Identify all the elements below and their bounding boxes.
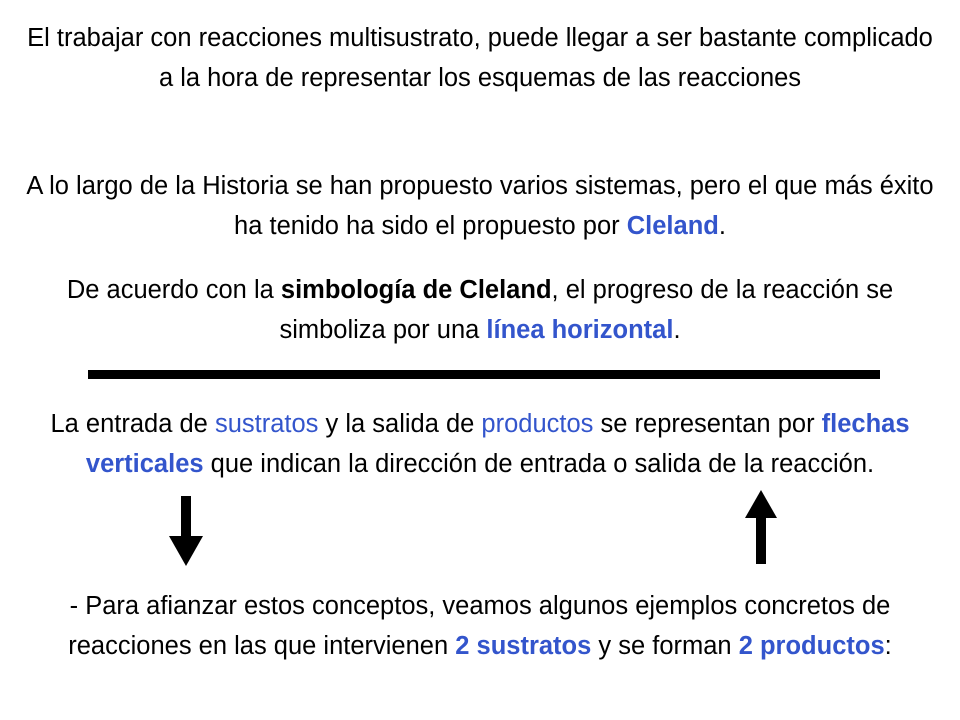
examples-paragraph: - Para afianzar estos conceptos, veamos algunos ejemplos concretos de reacciones en las que intervienen 2 sustratos y se forman 2 productos: — [68, 592, 892, 660]
sustratos-highlight: sustratos — [214, 410, 319, 438]
arrow-up-icon — [741, 488, 781, 564]
flechas-verticales-highlight: flechas verticales — [85, 410, 910, 478]
horizontal-reaction-line — [88, 370, 880, 379]
productos-highlight: productos — [481, 410, 594, 438]
intro-paragraph: El trabajar con reacciones multisustrato, puede llegar a ser bastante complicado a la hora de representar los esquemas de las reacciones — [27, 24, 933, 92]
arrow-down-icon — [166, 496, 206, 568]
dos-sustratos-highlight: 2 sustratos — [455, 632, 592, 660]
linea-horizontal-highlight: línea horizontal — [486, 316, 674, 344]
history-paragraph: A lo largo de la Historia se han propuesto varios sistemas, pero el que más éxito ha tenido ha sido el propuesto por Cleland. — [26, 172, 934, 240]
simbologia-bold: simbología de Cleland — [280, 276, 552, 304]
dos-productos-highlight: 2 productos — [738, 632, 885, 660]
arrows-paragraph: La entrada de sustratos y la salida de productos se representan por flechas verticales que indican la dirección de entrada o salida de la reacción. — [50, 410, 910, 478]
cleland-paragraph: De acuerdo con la simbología de Cleland, el progreso de la reacción se simboliza por una línea horizontal. — [66, 276, 894, 344]
cleland-highlight: Cleland — [626, 212, 719, 240]
